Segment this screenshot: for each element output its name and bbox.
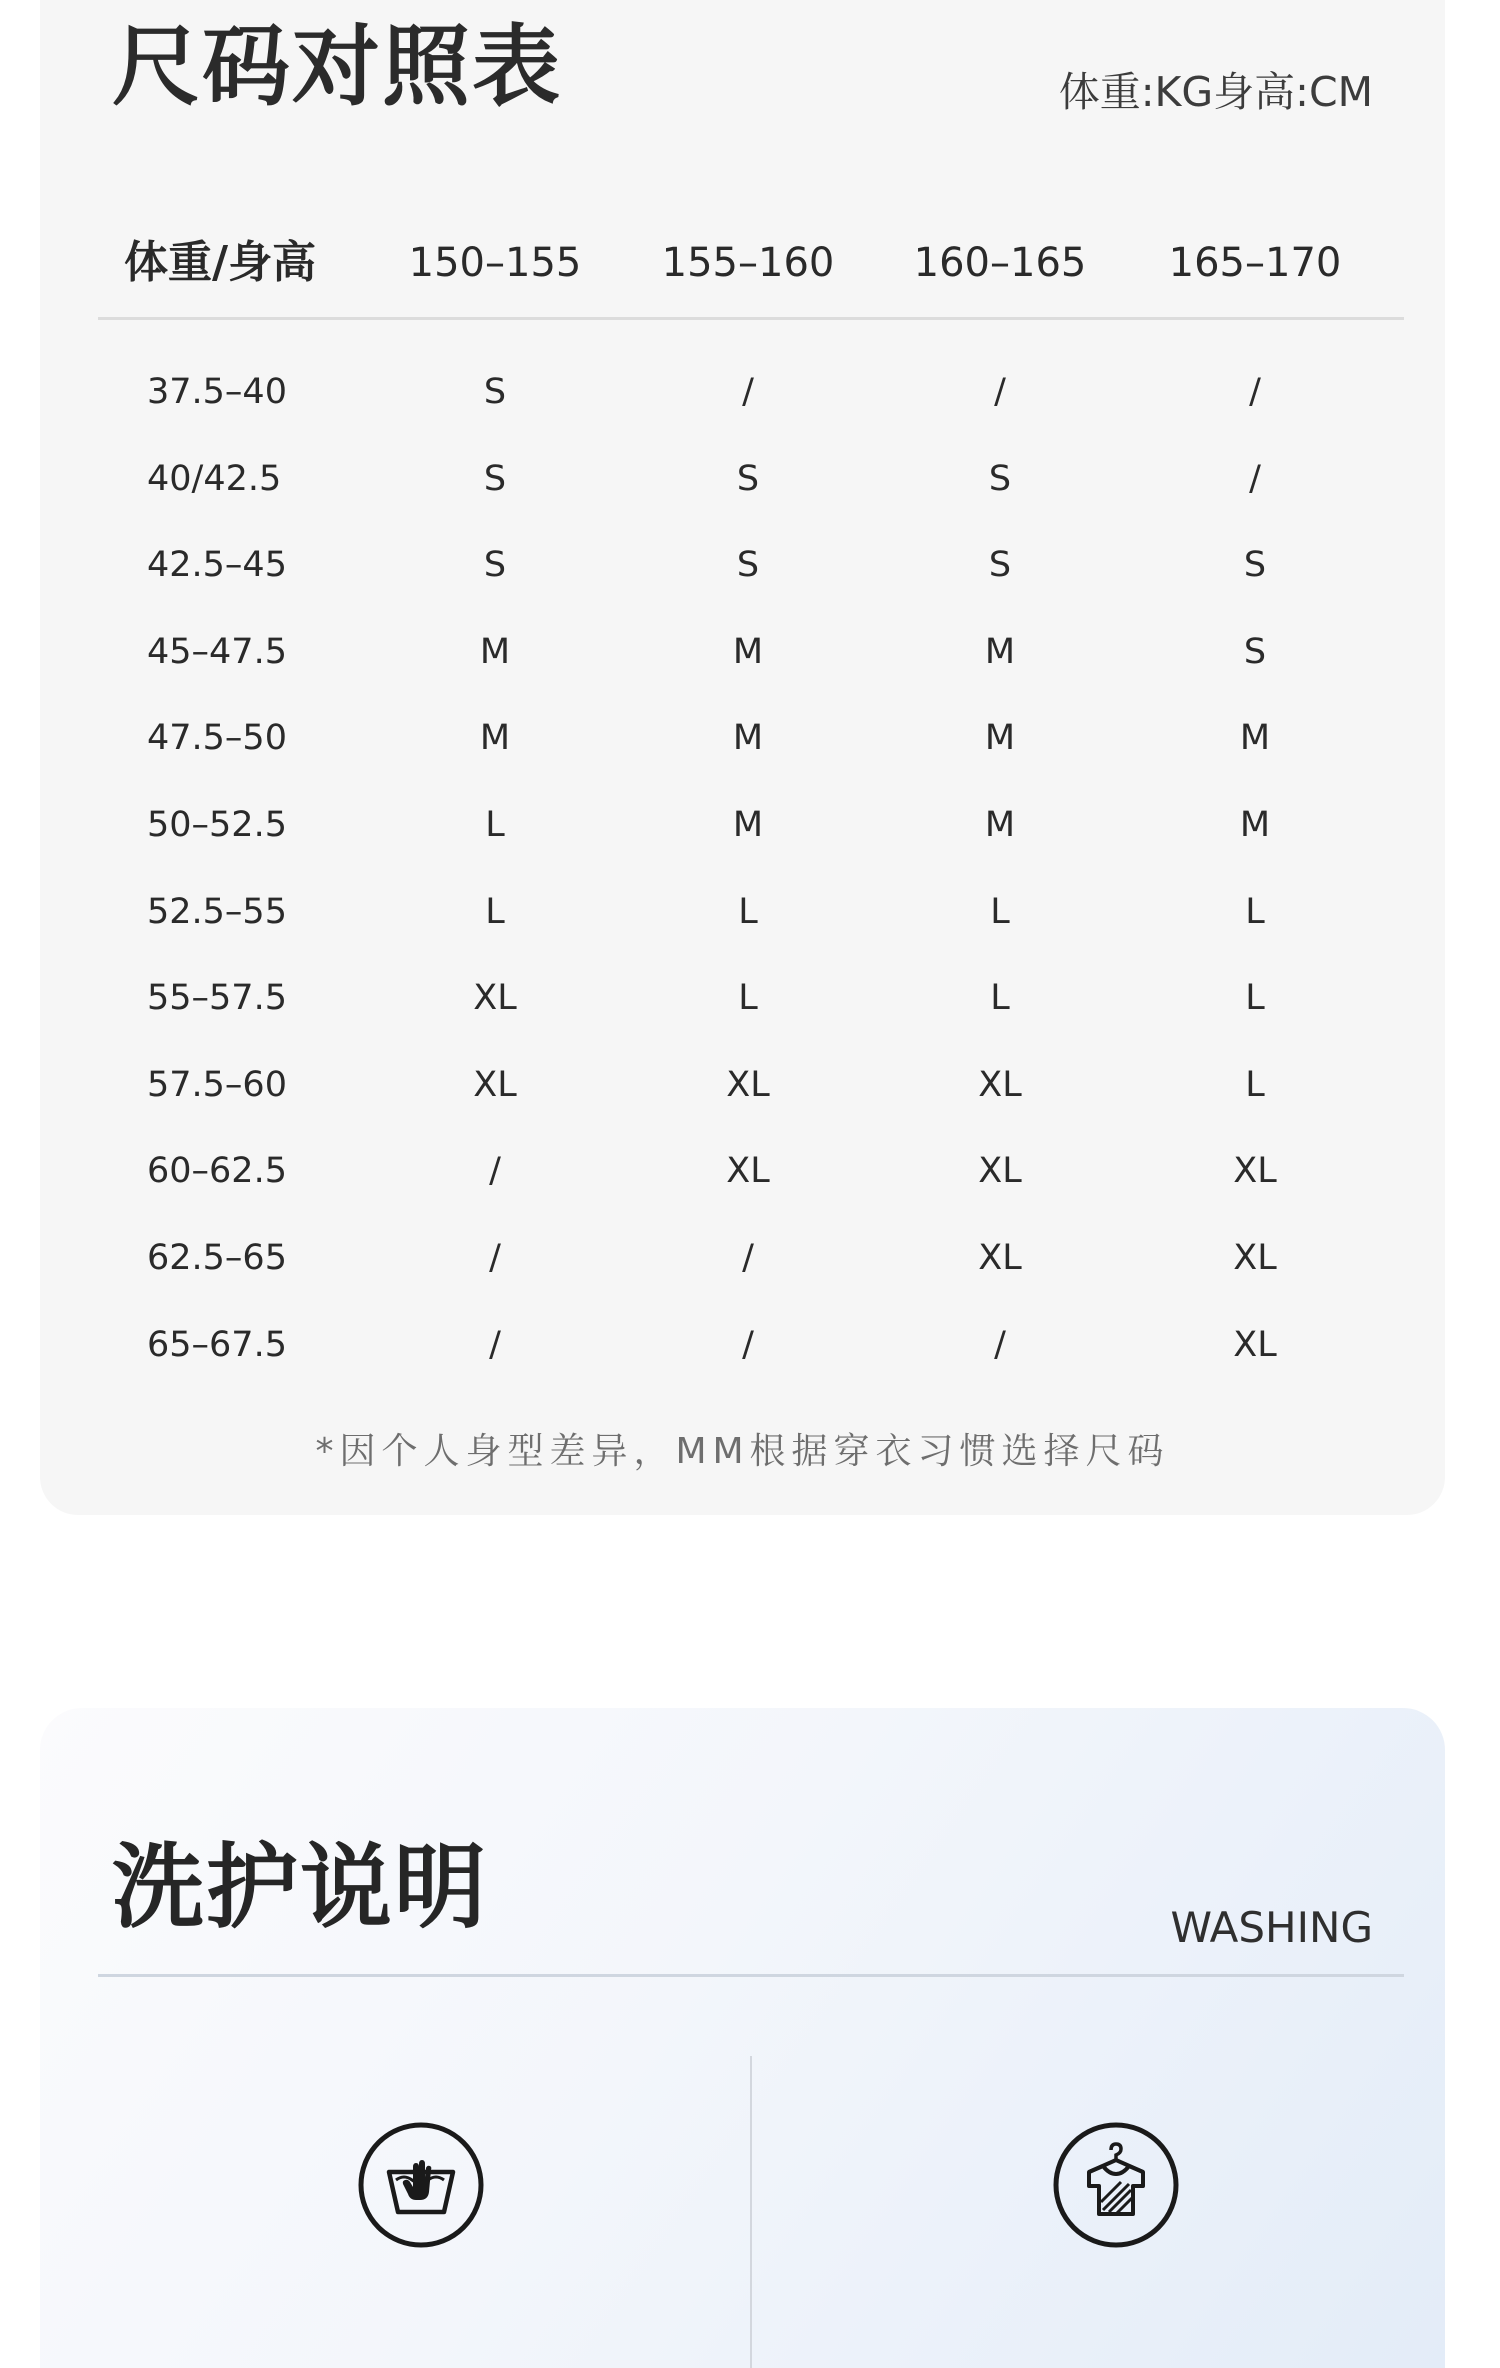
size-cell: S: [736, 458, 760, 499]
size-cell: S: [483, 372, 507, 412]
header-height-range: 160–165: [913, 240, 1087, 286]
weight-range-cell: 47.5–50: [147, 718, 287, 759]
weight-range-cell: 65–67.5: [147, 1324, 287, 1365]
table-header: [40, 228, 1445, 298]
size-cell: S: [1243, 631, 1267, 672]
weight-range-cell: 57.5–60: [147, 1064, 287, 1105]
size-cell: S: [1243, 545, 1267, 586]
size-chart-title: 尺码对照表: [112, 15, 563, 118]
size-cell: M: [479, 718, 511, 759]
size-cell: XL: [726, 1064, 770, 1105]
weight-range-cell: 40/42.5: [147, 458, 282, 499]
size-cell: /: [1249, 458, 1261, 499]
size-cell: /: [489, 1324, 501, 1365]
size-cell: S: [483, 545, 507, 586]
size-cell: /: [994, 372, 1006, 412]
table-row: [40, 795, 1445, 882]
table-row: [40, 1141, 1445, 1228]
size-cell: L: [485, 891, 505, 932]
washing-title: 洗护说明: [112, 1834, 489, 1941]
washing-card: [40, 1708, 1445, 2368]
weight-range-cell: 42.5–45: [147, 545, 287, 586]
weight-range-cell: 62.5–65: [147, 1237, 287, 1278]
table-row: [40, 882, 1445, 969]
table-row: [40, 362, 1445, 449]
size-cell: L: [738, 891, 758, 932]
header-height-range: 165–170: [1168, 240, 1342, 286]
units-label: 体重:KG身高:CM: [1058, 68, 1373, 116]
size-cell: M: [1239, 718, 1271, 759]
size-cell: L: [738, 978, 758, 1019]
table-row: [40, 1228, 1445, 1315]
size-cell: XL: [978, 1151, 1022, 1192]
size-cell: XL: [978, 1237, 1022, 1278]
size-cell: M: [479, 631, 511, 672]
size-cell: M: [984, 804, 1016, 845]
size-cell: M: [984, 718, 1016, 759]
table-row: [40, 1055, 1445, 1142]
weight-range-cell: 45–47.5: [147, 631, 287, 672]
table-row: [40, 449, 1445, 536]
table-row: [40, 708, 1445, 795]
size-cell: S: [988, 545, 1012, 586]
header-divider: [98, 317, 1404, 320]
size-cell: S: [736, 545, 760, 586]
size-table-body: [40, 362, 1445, 1401]
size-cell: M: [984, 631, 1016, 672]
size-cell: M: [732, 631, 764, 672]
size-cell: L: [1245, 891, 1265, 932]
size-cell: /: [1249, 372, 1261, 412]
hang-dry-icon: [1051, 2120, 1181, 2250]
size-cell: /: [994, 1324, 1006, 1365]
size-cell: M: [732, 804, 764, 845]
weight-range-cell: 52.5–55: [147, 891, 287, 932]
size-cell: /: [742, 1324, 754, 1365]
weight-range-cell: 50–52.5: [147, 804, 287, 845]
size-cell: /: [742, 372, 754, 412]
size-cell: XL: [1233, 1151, 1277, 1192]
size-cell: M: [732, 718, 764, 759]
hand-wash-icon: [356, 2120, 486, 2250]
weight-range-cell: 37.5–40: [147, 372, 287, 412]
size-footnote: *因个人身型差异，MM根据穿衣习惯选择尺码: [315, 1431, 1170, 1472]
table-row: [40, 1315, 1445, 1402]
size-chart-card: [40, 0, 1445, 1515]
icon-column-divider: [750, 2056, 752, 2368]
size-cell: XL: [978, 1064, 1022, 1105]
size-cell: XL: [473, 1064, 517, 1105]
table-row: [40, 968, 1445, 1055]
header-height-range: 150–155: [408, 240, 582, 286]
weight-range-cell: 60–62.5: [147, 1151, 287, 1192]
table-row: [40, 535, 1445, 622]
size-cell: /: [742, 1237, 754, 1278]
washing-subtitle: WASHING: [1170, 1903, 1373, 1952]
size-cell: S: [483, 458, 507, 499]
size-cell: L: [485, 804, 505, 845]
size-cell: /: [489, 1237, 501, 1278]
header-weight-height: 体重/身高: [124, 237, 317, 288]
size-cell: XL: [473, 978, 517, 1019]
size-cell: L: [1245, 1064, 1265, 1105]
size-cell: S: [988, 458, 1012, 499]
header-height-range: 155–160: [661, 240, 835, 286]
size-cell: M: [1239, 804, 1271, 845]
size-cell: XL: [1233, 1237, 1277, 1278]
size-cell: /: [489, 1151, 501, 1192]
table-row: [40, 622, 1445, 709]
size-cell: XL: [1233, 1324, 1277, 1365]
washing-divider: [98, 1974, 1404, 1977]
size-cell: L: [990, 891, 1010, 932]
size-cell: L: [1245, 978, 1265, 1019]
size-cell: XL: [726, 1151, 770, 1192]
weight-range-cell: 55–57.5: [147, 978, 287, 1019]
size-cell: L: [990, 978, 1010, 1019]
